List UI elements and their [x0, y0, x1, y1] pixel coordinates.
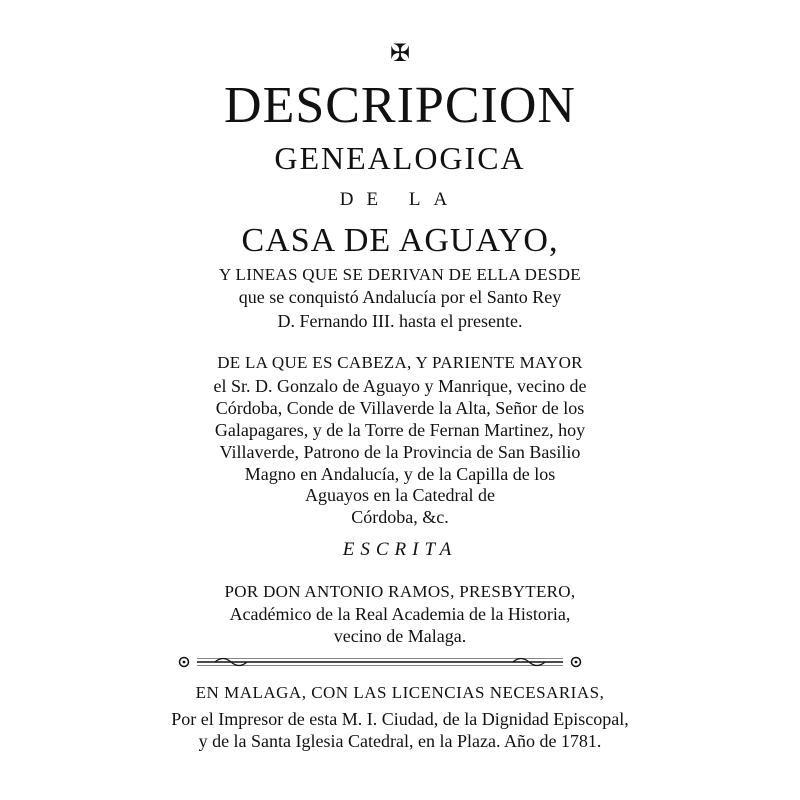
body-line-4: Galapagares, y de la Torre de Fernan Martinez, hoy	[214, 420, 586, 440]
title-line-2: GENEALOGICA	[274, 140, 526, 176]
body-line-8: Córdoba, &c.	[351, 507, 449, 527]
body-line-5: Villaverde, Patrono de la Provincia de San Basilio	[219, 442, 581, 462]
body-line-3: Córdoba, Conde de Villaverde la Alta, Señor de los	[215, 398, 585, 418]
body-line-7: Aguayos en la Catedral de	[305, 485, 495, 505]
body-line-1: DE LA QUE ES CABEZA, Y PARIENTE MAYOR	[217, 353, 583, 372]
imprint-line-3: y de la Santa Iglesia Catedral, en la Plaza. Año de 1781.	[198, 731, 602, 751]
title-line-1: DESCRIPCION	[224, 77, 576, 134]
title-line-4: CASA DE AGUAYO,	[241, 222, 559, 259]
author-line-2: Académico de la Real Academia de la Historia,	[229, 604, 571, 624]
subtitle-line-2: que se conquistó Andalucía por el Santo Rey	[238, 287, 562, 307]
body-line-2: el Sr. D. Gonzalo de Aguayo y Manrique, vecino de	[213, 376, 587, 396]
subtitle-line-3: D. Fernando III. hasta el presente.	[277, 311, 523, 331]
body-line-6: Magno en Andalucía, y de la Capilla de los	[244, 464, 556, 484]
escrita-heading: ESCRITA	[342, 539, 458, 560]
subtitle-line-1: Y LINEAS QUE SE DERIVAN DE ELLA DESDE	[219, 265, 581, 284]
cross-ornament-icon: ✠	[389, 41, 411, 67]
title-line-3: DE LA	[339, 189, 461, 210]
ornamental-rule-icon	[175, 654, 585, 670]
imprint-line-1: EN MALAGA, CON LAS LICENCIAS NECESARIAS,	[195, 683, 605, 702]
author-line-3: vecino de Malaga.	[333, 626, 467, 646]
imprint-line-2: Por el Impresor de esta M. I. Ciudad, de la Dignidad Episcopal,	[171, 709, 629, 729]
author-line-1: POR DON ANTONIO RAMOS, PRESBYTERO,	[224, 582, 576, 601]
